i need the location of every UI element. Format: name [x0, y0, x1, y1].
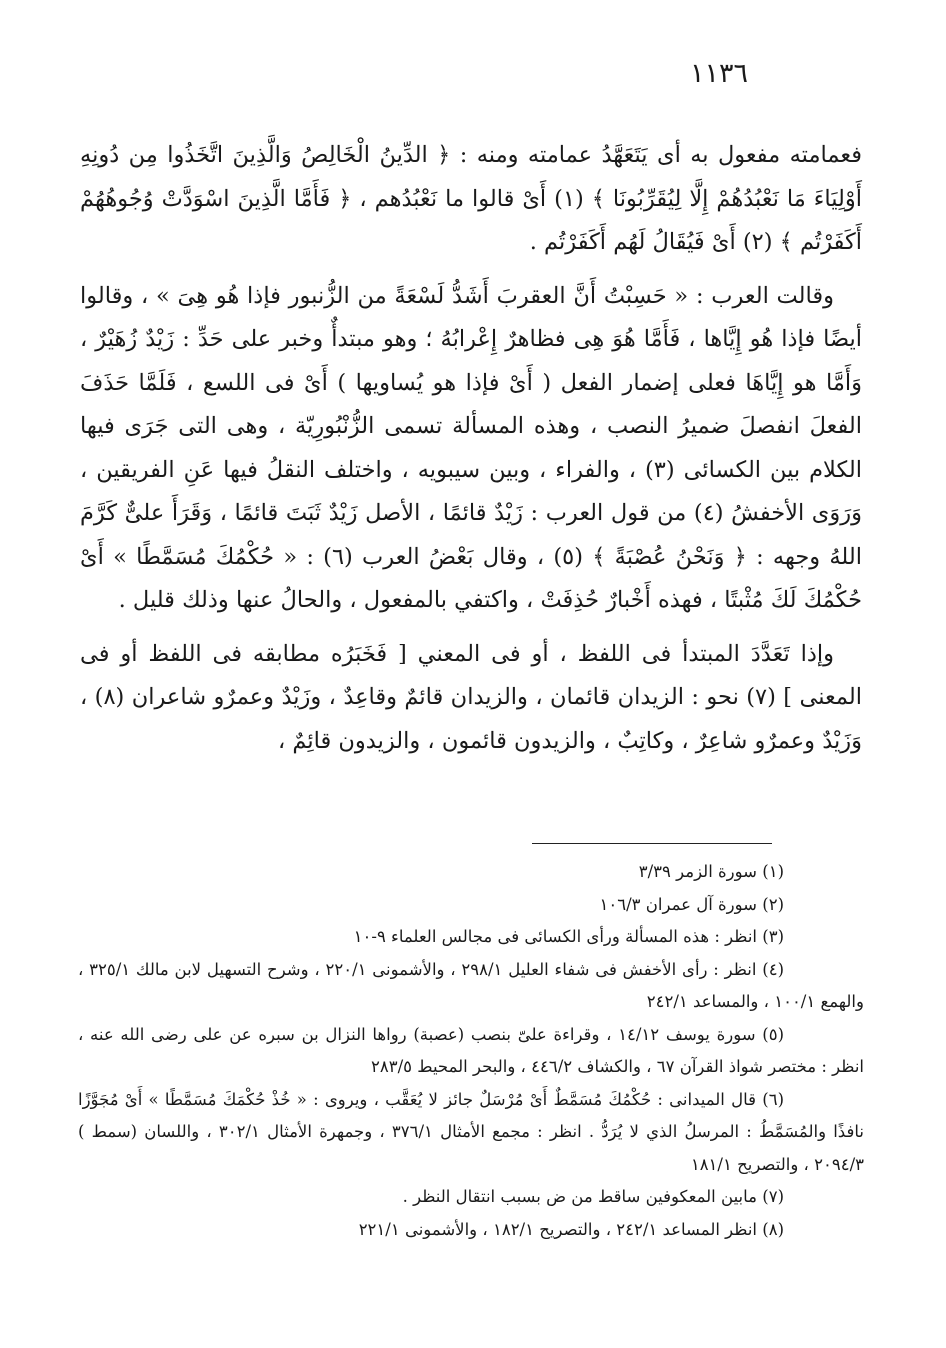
page-number: ١١٣٦ [690, 58, 749, 89]
footnote: (٤) انظر : رأى الأخفش فى شفاء العليل ٢٩٨/١ ، والأشمونى ٢٢٠/١ ، وشرح التسهيل لابن مالك ٣٢٥/١ ، والهمع ١٠٠/١ ، والمساعد ٢٤٢/١ [78, 959, 864, 1011]
footnote-divider [532, 843, 772, 844]
paragraph: وإذا تَعَدَّدَ المبتدأ فى اللفظ ، أو فى المعني [ فَخَبَرُه مطابقه فى اللفظ أو فى المعنى ] (٧) نحو : الزيدان قائمان ، والزيدان قائمٌ وقاعِدٌ ، وزَيْدٌ وعمرٌو شاعران (٨) ، وَزَيْدٌ وعمرٌو شاعِرٌ ، وكاتِبٌ ، والزيدون قائمون ، والزيدون قائِمٌ ، [80, 640, 862, 754]
main-text [80, 134, 862, 773]
footnote: (٧) مابين المعكوفين ساقط من ض بسبب انتقال النظر . [402, 1187, 784, 1206]
paragraph: وقالت العرب : « حَسِبْتُ أَنَّ العقربَ أَشَدُّ لَسْعَةً من الزُّنبور فإذا هُو هِىَ » ، وقالوا أيضًا فإذا هُو إِيَّاها ، فَأَمَّا هُوَ هِى فظاهرٌ إِعْرابُهُ ؛ وهو مبتدأٌ وخبر على حَدِّ : زَيْدٌ زُهَيْرٌ ، وَأَمَّا هو إِيَّاهَا فعلى إضمار الفعل ( أَىْ فإذا هو يُساويها ) أَىْ فى اللسع ، فَلَمَّا حَذَفَ الفعلَ انفصلَ ضميرُ النصب ، وهذه المسألة تسمى الزُّنْبُورِيّة ، وهى التى جَرَى فيها الكلام بين الكسائى (٣) ، والفراء ، وبين سيبويه ، واختلف النقلُ فيها عَنِ الفريقين ، وَرَوَى الأخفشُ (٤) من قول العرب : زَيْدٌ قائمًا ، الأصل زَيْدٌ ثَبَتَ قائمًا ، وَقَرَأَ علىٌّ كَرَّمَ اللهُ وجهه : ﴿ وَنَحْنُ عُصْبَةً ﴾ (٥) ، وقال بَعْضُ العرب (٦) : « حُكْمُكَ مُسَمَّطًا » أَىْ حُكْمُكَ لَكَ مُثْبتًا ، فهذه أَخْبارٌ حُذِفَتْ ، واكتفي بالمفعول ، والحالُ عنها وذلك قليل . [80, 282, 862, 613]
footnote: (١) سورة الزمر ٣/٣٩ [638, 862, 784, 881]
footnotes [78, 856, 864, 1246]
footnote: (٣) انظر : هذه المسألة ورأى الكسائى فى مجالس العلماء ٩-١٠ [353, 927, 784, 946]
footnote: (٨) انظر المساعد ٢٤٢/١ ، والتصريح ١٨٢/١ ، والأشمونى ٢٢١/١ [358, 1219, 784, 1239]
paragraph: فعمامته مفعول به أى يَتَعَهَّدُ عمامته ومنه : ﴿ الدِّينُ الْخَالِصُ وَالَّذِينَ اتَّخَذُوا مِن دُونِهِ أَوْلِيَاءَ مَا نَعْبُدُهُمْ إِلَّا لِيُقَرِّبُونَا ﴾ (١) أَىْ قالوا ما نَعْبُدُهم ، ﴿ فَأَمَّا الَّذِينَ اسْوَدَّتْ وُجُوهُهُمْ أَكَفَرْتُم ﴾ (٢) أَىْ فَيُقَالُ لَهُم أَكَفَرْتُم . [80, 142, 862, 255]
footnote: (٦) قال الميدانى : حُكْمُكَ مُسَمَّطٌ أَىْ مُرْسَلٌ جائز لا يُعَقَّب ، ويروى : « خُذْ حُكْمَكَ مُسَمَّطًا » أَىْ مُجَوَّزًا نافذًا والمُسَمَّطُ : المرسلُ الذي لا يُرَدُّ . انظر : مجمع الأمثال ٣٧٦/١ ، وجمهرة الأمثال ٣٠٢/١ ، واللسان (سمط ) ٢٠٩٤/٣ ، والتصريح ١٨١/١ [78, 1089, 864, 1174]
footnote: (٢) سورة آل عمران ١٠٦/٣ [599, 894, 784, 914]
footnote: (٥) سورة يوسف ١٤/١٢ ، وقراءة علىّ بنصب (عصبة) رواها النزال بن سبره عن على رضى الله عنه ، انظر : مختصر شواذ القرآن ٦٧ ، والكشاف ٤٤٦/٢ ، والبحر المحيط ٢٨٣/٥ [78, 1024, 864, 1076]
